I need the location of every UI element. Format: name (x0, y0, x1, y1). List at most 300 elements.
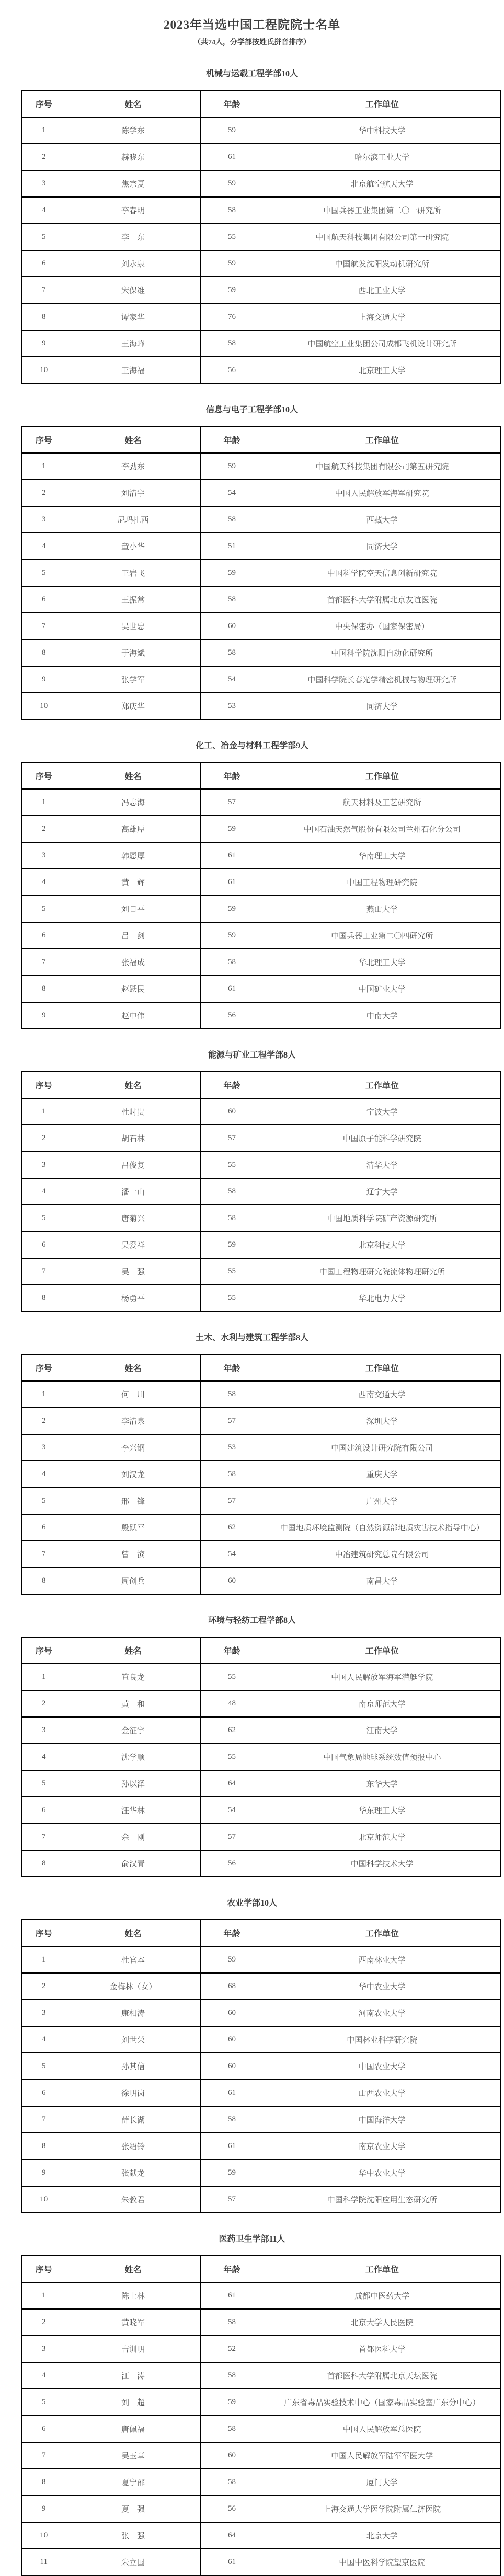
cell-age: 54 (200, 666, 264, 693)
cell-age: 57 (200, 1125, 264, 1152)
section-table (21, 1354, 501, 1595)
cell-age: 58 (200, 2362, 264, 2389)
cell-index: 7 (21, 613, 66, 640)
cell-name: 冯志海 (66, 789, 200, 816)
cell-workunit: 华北理工大学 (264, 949, 501, 976)
cell-index: 3 (21, 842, 66, 869)
sections-container (0, 70, 504, 2576)
cell-age: 59 (200, 560, 264, 586)
cell-workunit: 中国科学院空天信息创新研究院 (264, 560, 501, 586)
cell-name: 江 涛 (66, 2362, 200, 2389)
cell-age: 59 (200, 816, 264, 842)
cell-name: 唐佩福 (66, 2416, 200, 2442)
cell-age: 59 (200, 117, 264, 144)
cell-workunit: 华中农业大学 (264, 2160, 501, 2186)
cell-index: 3 (21, 2000, 66, 2026)
cell-name: 吴玉章 (66, 2442, 200, 2469)
section-heading: 环境与轻纺工程学部8人 (208, 1616, 296, 1625)
cell-index: 5 (21, 2389, 66, 2416)
cell-workunit: 中国科学院沈阳自动化研究所 (264, 640, 501, 666)
cell-name: 张学军 (66, 666, 200, 693)
section-table (21, 1071, 501, 1312)
cell-index: 2 (21, 1125, 66, 1152)
cell-index: 4 (21, 1744, 66, 1770)
cell-workunit: 哈尔滨工业大学 (264, 144, 501, 170)
table-row (21, 2160, 501, 2186)
cell-age: 61 (200, 144, 264, 170)
cell-index: 10 (21, 357, 66, 384)
table-row (21, 560, 501, 586)
table-row (21, 2133, 501, 2160)
cell-name: 何 川 (66, 1381, 200, 1408)
table-row (21, 2442, 501, 2469)
column-header-index: 序号 (21, 2256, 66, 2282)
cell-age: 58 (200, 506, 264, 533)
cell-workunit: 西北工业大学 (264, 277, 501, 304)
column-header-age: 年龄 (200, 1920, 264, 1946)
cell-age: 60 (200, 2442, 264, 2469)
cell-age: 62 (200, 1514, 264, 1541)
cell-index: 8 (21, 1850, 66, 1877)
cell-age: 55 (200, 1152, 264, 1178)
cell-index: 6 (21, 1514, 66, 1541)
cell-age: 56 (200, 1850, 264, 1877)
cell-name: 邢 锋 (66, 1488, 200, 1514)
cell-name: 刘日平 (66, 896, 200, 922)
cell-index: 1 (21, 1946, 66, 1973)
cell-workunit: 中国气象局地球系统数值预报中心 (264, 1744, 501, 1770)
cell-index: 2 (21, 1973, 66, 2000)
table-row (21, 896, 501, 922)
cell-name: 刘 超 (66, 2389, 200, 2416)
table-row (21, 1717, 501, 1744)
table-row (21, 1770, 501, 1797)
table-row (21, 613, 501, 640)
cell-workunit: 中国航空工业集团公司成都飞机设计研究所 (264, 330, 501, 357)
table-row (21, 1541, 501, 1568)
cell-index: 3 (21, 1434, 66, 1461)
column-header-index: 序号 (21, 426, 66, 453)
cell-name: 童小华 (66, 533, 200, 560)
table-row (21, 2389, 501, 2416)
column-header-index: 序号 (21, 1354, 66, 1381)
cell-index: 10 (21, 693, 66, 720)
section-heading: 机械与运载工程学部10人 (205, 69, 298, 78)
cell-name: 王岩飞 (66, 560, 200, 586)
table-row (21, 1850, 501, 1877)
table-row (21, 304, 501, 330)
cell-name: 李兴钢 (66, 1434, 200, 1461)
table-row (21, 1434, 501, 1461)
cell-age: 57 (200, 1824, 264, 1850)
cell-name: 宋保维 (66, 277, 200, 304)
table-row (21, 2309, 501, 2336)
cell-index: 6 (21, 2416, 66, 2442)
column-header-index: 序号 (21, 1920, 66, 1946)
cell-workunit: 中国地质环境监测院（自然资源部地质灾害技术指导中心） (264, 1514, 501, 1541)
cell-workunit: 中国航发沈阳发动机研究所 (264, 250, 501, 277)
column-header-name: 姓名 (66, 426, 200, 453)
cell-index: 7 (21, 1824, 66, 1850)
cell-name: 金征宇 (66, 1717, 200, 1744)
cell-name: 赵跃民 (66, 976, 200, 1002)
cell-index: 5 (21, 560, 66, 586)
cell-name: 李 东 (66, 224, 200, 250)
table-row (21, 1690, 501, 1717)
cell-name: 吕俊复 (66, 1152, 200, 1178)
cell-workunit: 中国工程物理研究院流体物理研究所 (264, 1258, 501, 1285)
cell-workunit: 中国石油天然气股份有限公司兰州石化分公司 (264, 816, 501, 842)
cell-index: 7 (21, 949, 66, 976)
cell-index: 7 (21, 1541, 66, 1568)
cell-age: 61 (200, 2080, 264, 2106)
cell-workunit: 中国航天科技集团有限公司第一研究院 (264, 224, 501, 250)
column-header-age: 年龄 (200, 762, 264, 789)
table-row (21, 2282, 501, 2309)
table-row (21, 2080, 501, 2106)
cell-workunit: 中冶建筑研究总院有限公司 (264, 1541, 501, 1568)
cell-workunit: 上海交通大学医学院附属仁济医院 (264, 2496, 501, 2522)
header-row (21, 1920, 501, 1946)
header-row (21, 426, 501, 453)
cell-age: 62 (200, 1717, 264, 1744)
section-table (21, 2255, 501, 2576)
cell-workunit: 中国科学院长春光学精密机械与物理研究所 (264, 666, 501, 693)
table-row (21, 666, 501, 693)
cell-index: 8 (21, 2469, 66, 2496)
cell-name: 杜时贵 (66, 1098, 200, 1125)
cell-age: 76 (200, 304, 264, 330)
cell-name: 笪良龙 (66, 1664, 200, 1690)
cell-index: 11 (21, 2549, 66, 2575)
cell-index: 3 (21, 1152, 66, 1178)
cell-index: 6 (21, 1232, 66, 1258)
table-row (21, 2053, 501, 2080)
cell-name: 胡石林 (66, 1125, 200, 1152)
cell-age: 58 (200, 586, 264, 613)
cell-workunit: 华中科技大学 (264, 117, 501, 144)
cell-age: 59 (200, 896, 264, 922)
cell-workunit: 华中农业大学 (264, 1973, 501, 2000)
table-row (21, 1232, 501, 1258)
cell-workunit: 中国建筑设计研究院有限公司 (264, 1434, 501, 1461)
cell-name: 杜官本 (66, 1946, 200, 1973)
cell-age: 59 (200, 277, 264, 304)
cell-index: 7 (21, 2442, 66, 2469)
cell-workunit: 中国科学技术大学 (264, 1850, 501, 1877)
header-row (21, 762, 501, 789)
cell-name: 潘一山 (66, 1178, 200, 1205)
cell-workunit: 北京科技大学 (264, 1232, 501, 1258)
cell-age: 59 (200, 2389, 264, 2416)
column-header-name: 姓名 (66, 1354, 200, 1381)
column-header-name: 姓名 (66, 762, 200, 789)
section-heading: 土木、水利与建筑工程学部8人 (195, 1333, 308, 1342)
cell-workunit: 深圳大学 (264, 1408, 501, 1434)
cell-index: 3 (21, 170, 66, 197)
cell-workunit: 东华大学 (264, 1770, 501, 1797)
cell-workunit: 中国林业科学研究院 (264, 2026, 501, 2053)
header-row (21, 90, 501, 117)
cell-workunit: 广州大学 (264, 1488, 501, 1514)
cell-workunit: 北京师范大学 (264, 1824, 501, 1850)
cell-name: 赫晓东 (66, 144, 200, 170)
column-header-workunit: 工作单位 (264, 426, 501, 453)
cell-name: 刘清宇 (66, 480, 200, 506)
cell-age: 54 (200, 480, 264, 506)
table-row (21, 330, 501, 357)
cell-workunit: 北京航空航天大学 (264, 170, 501, 197)
page-subtitle: （共74人，分学部按姓氏拼音排序） (193, 39, 311, 47)
cell-age: 58 (200, 2469, 264, 2496)
cell-workunit: 中国人民解放军海军研究院 (264, 480, 501, 506)
cell-workunit: 航天材料及工艺研究所 (264, 789, 501, 816)
header-row (21, 1072, 501, 1098)
cell-age: 60 (200, 2000, 264, 2026)
cell-name: 薛长湖 (66, 2106, 200, 2133)
cell-age: 58 (200, 2309, 264, 2336)
cell-name: 尼玛扎西 (66, 506, 200, 533)
cell-age: 58 (200, 2416, 264, 2442)
cell-workunit: 华东理工大学 (264, 1797, 501, 1824)
cell-workunit: 中国人民解放军陆军军医大学 (264, 2442, 501, 2469)
cell-name: 吴世忠 (66, 613, 200, 640)
cell-name: 张福成 (66, 949, 200, 976)
table-row (21, 1098, 501, 1125)
section-heading: 信息与电子工程学部10人 (205, 405, 298, 414)
cell-age: 58 (200, 1205, 264, 1232)
cell-age: 54 (200, 1541, 264, 1568)
column-header-workunit: 工作单位 (264, 1354, 501, 1381)
cell-index: 2 (21, 1690, 66, 1717)
cell-workunit: 首都医科大学附属北京天坛医院 (264, 2362, 501, 2389)
table-row (21, 1205, 501, 1232)
cell-index: 3 (21, 506, 66, 533)
cell-index: 9 (21, 1002, 66, 1029)
cell-name: 吴 强 (66, 1258, 200, 1285)
cell-age: 48 (200, 1690, 264, 1717)
cell-workunit: 中国原子能科学研究院 (264, 1125, 501, 1152)
cell-age: 57 (200, 789, 264, 816)
cell-name: 高雄厚 (66, 816, 200, 842)
table-row (21, 789, 501, 816)
cell-workunit: 北京理工大学 (264, 357, 501, 384)
column-header-name: 姓名 (66, 2256, 200, 2282)
table-row (21, 1381, 501, 1408)
table-row (21, 976, 501, 1002)
cell-name: 赵中伟 (66, 1002, 200, 1029)
cell-name: 周创兵 (66, 1568, 200, 1594)
cell-workunit: 河南农业大学 (264, 2000, 501, 2026)
table-row (21, 869, 501, 896)
column-header-index: 序号 (21, 1637, 66, 1664)
cell-name: 杨勇平 (66, 1285, 200, 1312)
cell-name: 曾 滨 (66, 1541, 200, 1568)
cell-name: 殷跃平 (66, 1514, 200, 1541)
cell-index: 1 (21, 117, 66, 144)
cell-index: 4 (21, 533, 66, 560)
cell-index: 6 (21, 922, 66, 949)
cell-name: 金梅林（女） (66, 1973, 200, 2000)
cell-age: 55 (200, 1258, 264, 1285)
table-row (21, 1664, 501, 1690)
cell-age: 58 (200, 2106, 264, 2133)
cell-name: 吴爱祥 (66, 1232, 200, 1258)
cell-age: 61 (200, 842, 264, 869)
cell-workunit: 宁波大学 (264, 1098, 501, 1125)
table-row (21, 170, 501, 197)
column-header-workunit: 工作单位 (264, 762, 501, 789)
cell-age: 58 (200, 1381, 264, 1408)
cell-index: 9 (21, 2496, 66, 2522)
cell-workunit: 南京农业大学 (264, 2133, 501, 2160)
cell-name: 于海斌 (66, 640, 200, 666)
cell-index: 4 (21, 2026, 66, 2053)
cell-name: 沈学顺 (66, 1744, 200, 1770)
cell-age: 68 (200, 1973, 264, 2000)
cell-index: 4 (21, 197, 66, 224)
column-header-name: 姓名 (66, 1072, 200, 1098)
cell-age: 60 (200, 2053, 264, 2080)
cell-index: 6 (21, 2080, 66, 2106)
cell-name: 张 强 (66, 2522, 200, 2549)
cell-index: 1 (21, 1381, 66, 1408)
cell-age: 59 (200, 170, 264, 197)
cell-name: 唐菊兴 (66, 1205, 200, 1232)
column-header-age: 年龄 (200, 1354, 264, 1381)
table-row (21, 357, 501, 384)
cell-workunit: 中国科学院沈阳应用生态研究所 (264, 2186, 501, 2213)
column-header-workunit: 工作单位 (264, 1637, 501, 1664)
cell-age: 55 (200, 1744, 264, 1770)
cell-index: 2 (21, 816, 66, 842)
table-row (21, 816, 501, 842)
cell-workunit: 北京大学 (264, 2522, 501, 2549)
cell-name: 朱教君 (66, 2186, 200, 2213)
cell-age: 58 (200, 330, 264, 357)
cell-workunit: 西南林业大学 (264, 1946, 501, 1973)
cell-age: 53 (200, 1434, 264, 1461)
cell-index: 4 (21, 2362, 66, 2389)
table-row (21, 1461, 501, 1488)
table-row (21, 2106, 501, 2133)
cell-index: 10 (21, 2522, 66, 2549)
column-header-name: 姓名 (66, 90, 200, 117)
cell-name: 孙以泽 (66, 1770, 200, 1797)
column-header-workunit: 工作单位 (264, 2256, 501, 2282)
section-heading: 化工、冶金与材料工程学部9人 (195, 741, 308, 750)
table-row (21, 250, 501, 277)
cell-workunit: 中国兵器工业集团第二〇一研究所 (264, 197, 501, 224)
column-header-index: 序号 (21, 1072, 66, 1098)
cell-age: 53 (200, 693, 264, 720)
cell-name: 康相涛 (66, 2000, 200, 2026)
table-row (21, 533, 501, 560)
table-row (21, 506, 501, 533)
cell-workunit: 上海交通大学 (264, 304, 501, 330)
cell-index: 7 (21, 2106, 66, 2133)
cell-name: 韩恩厚 (66, 842, 200, 869)
cell-index: 6 (21, 1797, 66, 1824)
cell-age: 56 (200, 2496, 264, 2522)
cell-index: 4 (21, 1461, 66, 1488)
cell-workunit: 首都医科大学 (264, 2336, 501, 2362)
cell-workunit: 华南理工大学 (264, 842, 501, 869)
table-row (21, 2522, 501, 2549)
cell-age: 59 (200, 1232, 264, 1258)
cell-workunit: 西藏大学 (264, 506, 501, 533)
cell-name: 夏 强 (66, 2496, 200, 2522)
cell-index: 5 (21, 896, 66, 922)
cell-age: 59 (200, 453, 264, 480)
section-table (21, 762, 501, 1029)
cell-workunit: 重庆大学 (264, 1461, 501, 1488)
table-row (21, 1744, 501, 1770)
cell-workunit: 西南交通大学 (264, 1381, 501, 1408)
table-row (21, 1152, 501, 1178)
table-row (21, 117, 501, 144)
cell-name: 余 刚 (66, 1824, 200, 1850)
cell-age: 59 (200, 2160, 264, 2186)
column-header-index: 序号 (21, 90, 66, 117)
cell-workunit: 中南大学 (264, 1002, 501, 1029)
cell-name: 刘汉龙 (66, 1461, 200, 1488)
cell-name: 徐明岗 (66, 2080, 200, 2106)
cell-workunit: 中国海洋大学 (264, 2106, 501, 2133)
cell-workunit: 山西农业大学 (264, 2080, 501, 2106)
cell-age: 57 (200, 2186, 264, 2213)
cell-name: 郑庆华 (66, 693, 200, 720)
table-row (21, 1973, 501, 2000)
cell-index: 9 (21, 330, 66, 357)
section-heading: 医药卫生学部11人 (219, 2235, 285, 2244)
cell-workunit: 同济大学 (264, 693, 501, 720)
cell-age: 59 (200, 922, 264, 949)
cell-index: 9 (21, 2160, 66, 2186)
cell-workunit: 辽宁大学 (264, 1178, 501, 1205)
column-header-age: 年龄 (200, 426, 264, 453)
cell-workunit: 成都中医药大学 (264, 2282, 501, 2309)
cell-age: 60 (200, 1098, 264, 1125)
cell-workunit: 北京大学人民医院 (264, 2309, 501, 2336)
cell-workunit: 南昌大学 (264, 1568, 501, 1594)
table-row (21, 480, 501, 506)
cell-index: 4 (21, 1178, 66, 1205)
table-row (21, 2416, 501, 2442)
table-row (21, 1258, 501, 1285)
cell-workunit: 中国矿业大学 (264, 976, 501, 1002)
cell-workunit: 中国人民解放军海军潜艇学院 (264, 1664, 501, 1690)
cell-age: 58 (200, 949, 264, 976)
table-row (21, 1178, 501, 1205)
column-header-name: 姓名 (66, 1920, 200, 1946)
cell-index: 8 (21, 640, 66, 666)
cell-index: 3 (21, 2336, 66, 2362)
table-row (21, 2496, 501, 2522)
cell-index: 5 (21, 224, 66, 250)
column-header-age: 年龄 (200, 1637, 264, 1664)
table-row (21, 277, 501, 304)
section-table (21, 1919, 501, 2213)
cell-age: 59 (200, 250, 264, 277)
cell-index: 1 (21, 1664, 66, 1690)
cell-index: 10 (21, 2186, 66, 2213)
cell-age: 58 (200, 197, 264, 224)
cell-index: 9 (21, 666, 66, 693)
cell-age: 56 (200, 357, 264, 384)
cell-index: 4 (21, 869, 66, 896)
cell-age: 61 (200, 2133, 264, 2160)
